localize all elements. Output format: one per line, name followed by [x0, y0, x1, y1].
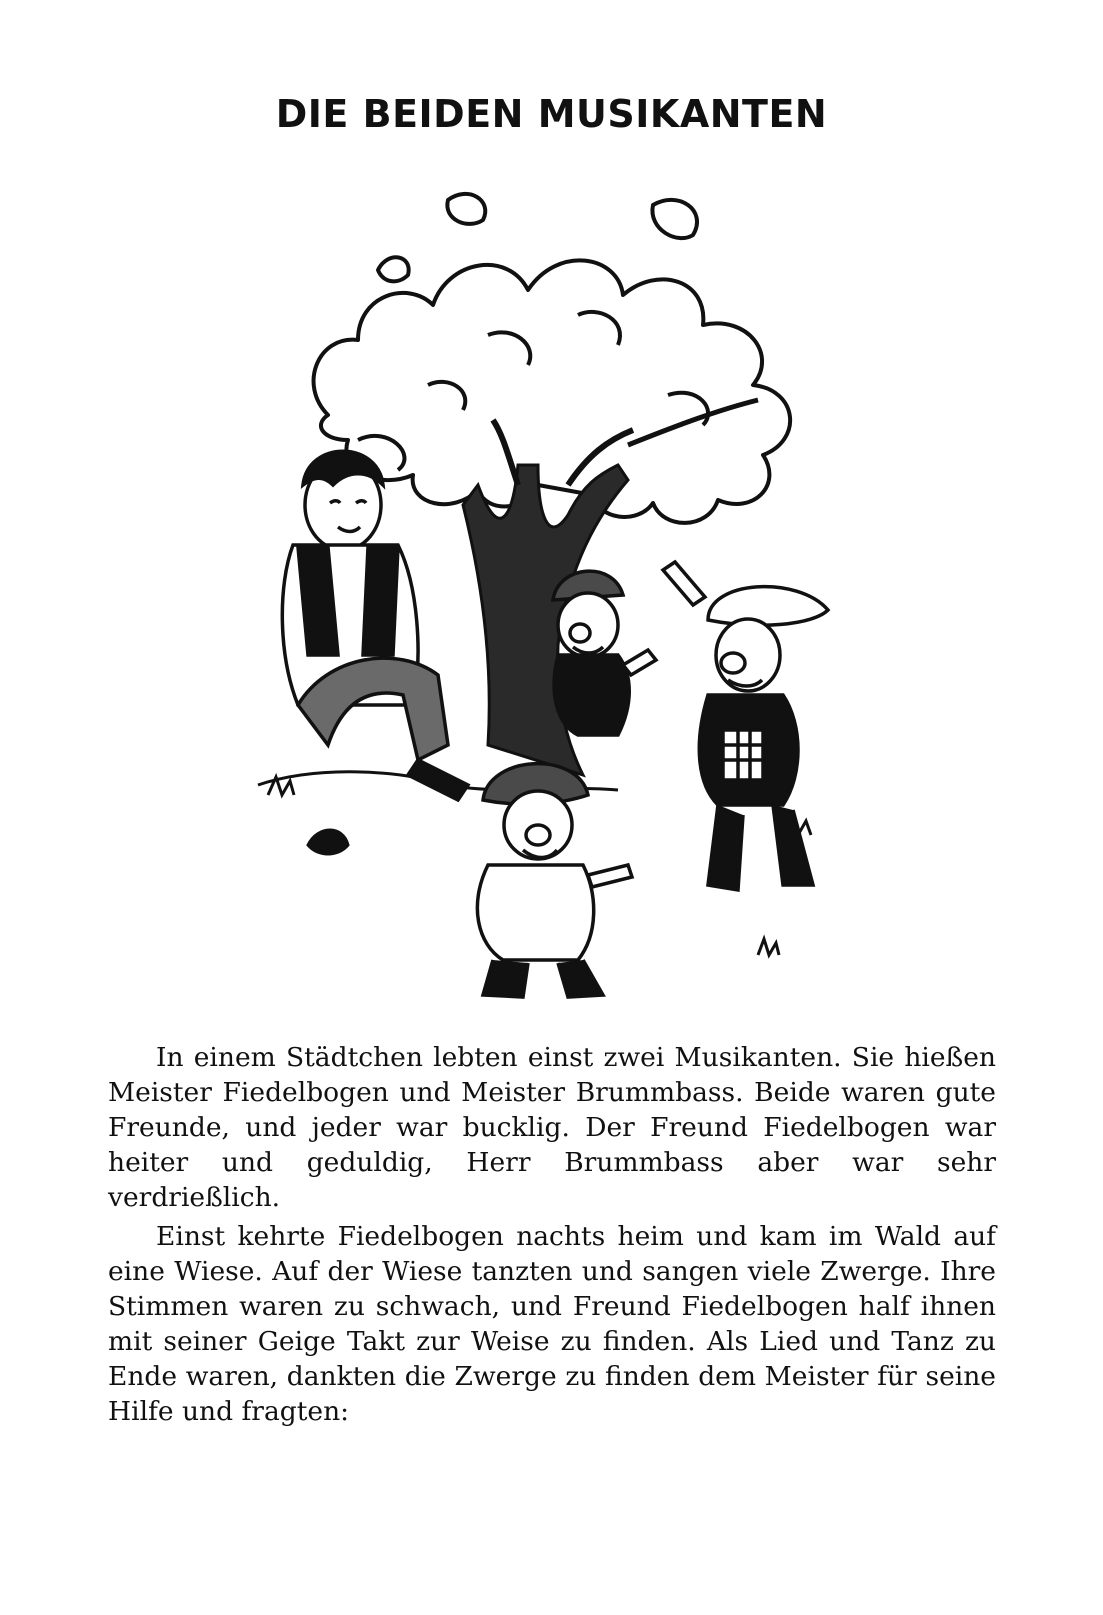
- story-paragraph-2: Einst kehrte Fiedelbogen nachts heim und kam im Wald auf eine Wiese. Auf der Wiese tanzten und sangen viele Zwerge. Ihre Stimmen waren zu schwach, und Freund Fiedelbogen half ihnen mit seiner Geige Takt zur Weise zu finden. Als Lied und Tanz zu Ende waren, dankten die Zwerge zu finden dem Meister für seine Hilfe und fragten:: [108, 1221, 996, 1427]
- dwarf-right: [663, 562, 828, 890]
- story-text: [108, 1040, 996, 1433]
- dwarf-front: [477, 764, 632, 997]
- dwarf-by-trunk: [553, 571, 656, 735]
- page-title: DIE BEIDEN MUSIKANTEN: [275, 92, 828, 136]
- tree-canopy: [314, 194, 791, 523]
- story-paragraph-1: In einem Städtchen lebten einst zwei Musikanten. Sie hießen Meister Fiedelbogen und Meister Brummbass. Beide waren gute Freunde, und jeder war bucklig. Der Freund Fiedelbogen war heiter und geduldig, Herr Brummbass aber war sehr verdrießlich.: [108, 1042, 996, 1213]
- story-illustration: [238, 185, 888, 1005]
